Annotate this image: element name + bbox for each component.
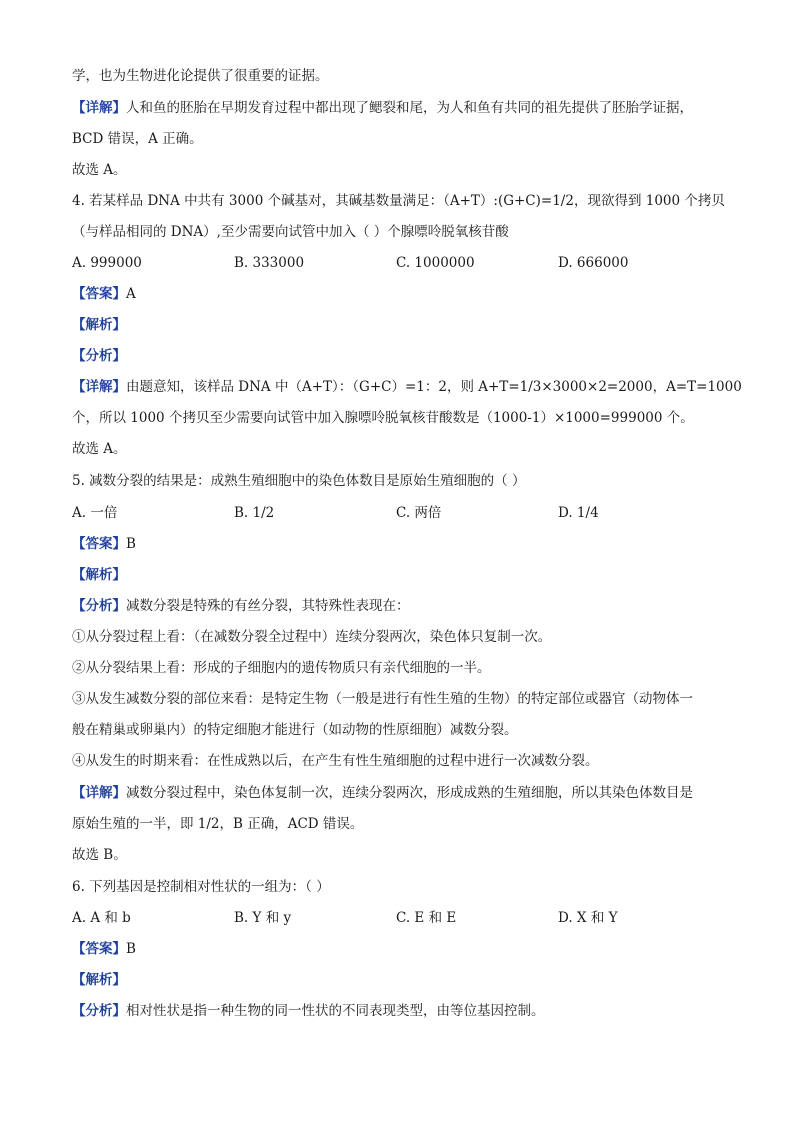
q5-point-2: ②从分裂结果上看：形成的子细胞内的遗传物质只有亲代细胞的一半。 bbox=[72, 660, 491, 676]
q6-option-c: C. E 和 E bbox=[396, 910, 457, 926]
q5-point-3-line-2: 般在精巢或卵巢内）的特定细胞才能进行（如动物的性原细胞）减数分裂。 bbox=[72, 722, 518, 738]
q6-stem: 6. 下列基因是控制相对性状的一组为：（ ） bbox=[72, 879, 330, 895]
q3-detail-line-1: 【详解】人和鱼的胚胎在早期发育过程中都出现了鳃裂和尾，为人和鱼有共同的祖先提供了胚胎学证据， bbox=[72, 100, 693, 116]
q4-analysis bbox=[72, 316, 722, 334]
fenxi-tag: 【分析】 bbox=[72, 348, 126, 364]
q5-point-1: ①从分裂过程上看：（在减数分裂全过程中）连续分裂两次，染色体只复制一次。 bbox=[72, 629, 552, 645]
detail-tag: 【详解】 bbox=[72, 379, 126, 395]
q6-fenxi: 【分析】相对性状是指一种生物的同一性状的不同表现类型，由等位基因控制。 bbox=[72, 1003, 545, 1019]
q4-answer: 【答案】A bbox=[72, 286, 136, 302]
q4-choose: 故选 A。 bbox=[72, 441, 127, 457]
analysis-tag: 【解析】 bbox=[72, 972, 126, 988]
answer-tag: 【答案】 bbox=[72, 941, 126, 957]
q3-detail-line-2: BCD 错误，A 正确。 bbox=[72, 131, 203, 147]
q5-detail-line-1: 【详解】减数分裂过程中，染色体复制一次，连续分裂两次，形成成熟的生殖细胞，所以其染色体数目是 bbox=[72, 785, 693, 801]
q5-analysis bbox=[72, 566, 722, 584]
q6-option-a: A. A 和 b bbox=[72, 910, 131, 926]
detail-tag: 【详解】 bbox=[72, 100, 126, 116]
analysis-tag: 【解析】 bbox=[72, 567, 126, 583]
q4-fenxi bbox=[72, 347, 722, 365]
q5-option-b: B. 1/2 bbox=[234, 505, 275, 521]
q5-option-c: C. 两倍 bbox=[396, 505, 442, 521]
fenxi-tag: 【分析】 bbox=[72, 1003, 126, 1019]
q6-answer: 【答案】B bbox=[72, 941, 136, 957]
q6-option-d: D. X 和 Y bbox=[558, 910, 618, 926]
q3-choose: 故选 A。 bbox=[72, 162, 127, 178]
q6-analysis bbox=[72, 971, 722, 989]
intro-line: 学，也为生物进化论提供了很重要的证据。 bbox=[72, 68, 329, 84]
q5-point-4: ④从发生的时期来看：在性成熟以后，在产生有性生殖细胞的过程中进行一次减数分裂。 bbox=[72, 753, 599, 769]
answer-tag: 【答案】 bbox=[72, 286, 126, 302]
q4-detail-line-1: 【详解】由题意知，该样品 DNA 中（A+T）：（G+C）=1：2，则 A+T=1/3×3000×2=2000，A=T=1000 bbox=[72, 379, 742, 395]
q4-option-d: D. 666000 bbox=[558, 255, 629, 271]
q4-option-a: A. 999000 bbox=[72, 255, 142, 271]
answer-tag: 【答案】 bbox=[72, 536, 126, 552]
q5-answer: 【答案】B bbox=[72, 536, 136, 552]
q5-stem: 5. 减数分裂的结果是：成熟生殖细胞中的染色体数目是原始生殖细胞的（ ） bbox=[72, 473, 526, 489]
q4-detail-line-2: 个，所以 1000 个拷贝至少需要向试管中加入腺嘌呤脱氧核苷酸数是（1000-1）×1000=999000 个。 bbox=[72, 410, 694, 426]
q5-detail-line-2: 原始生殖的一半，即 1/2，B 正确，ACD 错误。 bbox=[72, 816, 364, 832]
q5-fenxi: 【分析】减数分裂是特殊的有丝分裂，其特殊性表现在： bbox=[72, 598, 410, 614]
q5-option-d: D. 1/4 bbox=[558, 505, 599, 521]
q4-stem-line-1: 4. 若某样品 DNA 中共有 3000 个碱基对，其碱基数量满足：（A+T）:(G+C)=1/2，现欲得到 1000 个拷贝 bbox=[72, 193, 725, 209]
q5-option-a: A. 一倍 bbox=[72, 505, 118, 521]
detail-tag: 【详解】 bbox=[72, 785, 126, 801]
q4-option-b: B. 333000 bbox=[234, 255, 305, 271]
fenxi-tag: 【分析】 bbox=[72, 598, 126, 614]
q4-option-c: C. 1000000 bbox=[396, 255, 475, 271]
analysis-tag: 【解析】 bbox=[72, 317, 126, 333]
q4-stem-line-2: （与样品相同的 DNA）,至少需要向试管中加入（ ）个腺嘌呤脱氧核苷酸 bbox=[72, 224, 509, 240]
q6-option-b: B. Y 和 y bbox=[234, 910, 292, 926]
q5-choose: 故选 B。 bbox=[72, 847, 127, 863]
q5-point-3-line-1: ③从发生减数分裂的部位来看：是特定生物（一般是进行有性生殖的生物）的特定部位或器官（动物体一 bbox=[72, 691, 693, 707]
